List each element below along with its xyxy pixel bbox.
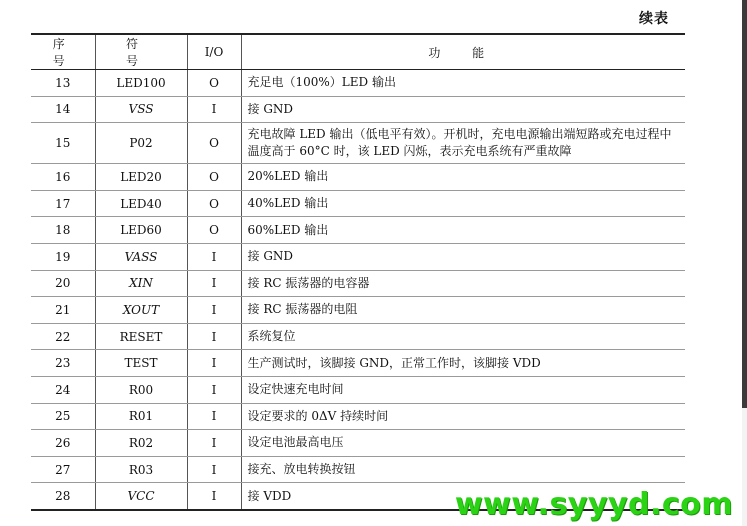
table-row (31, 297, 685, 324)
pin-number: 17 (31, 190, 95, 217)
pin-io: O (187, 164, 241, 191)
header-io: I/O (187, 34, 241, 70)
pin-symbol: VSS (95, 96, 187, 123)
pin-io: I (187, 350, 241, 377)
table-row (31, 123, 685, 164)
pin-symbol: VCC (95, 483, 187, 510)
table-row (31, 96, 685, 123)
pin-function: 生产测试时，该脚接 GND，正常工作时，该脚接 VDD (241, 350, 685, 377)
scan-edge-light (742, 408, 747, 526)
pin-function: 充足电（100%）LED 输出 (241, 70, 685, 97)
pin-symbol: LED60 (95, 217, 187, 244)
pin-io: I (187, 297, 241, 324)
pin-number: 22 (31, 323, 95, 350)
pin-symbol: R00 (95, 376, 187, 403)
pin-function: 20%LED 输出 (241, 164, 685, 191)
pin-number: 14 (31, 96, 95, 123)
pin-io: I (187, 456, 241, 483)
table-row (31, 430, 685, 457)
table-row (31, 217, 685, 244)
table-row (31, 243, 685, 270)
table-row (31, 376, 685, 403)
pin-symbol: R03 (95, 456, 187, 483)
pin-io: I (187, 96, 241, 123)
pin-symbol: P02 (95, 123, 187, 164)
pin-io: I (187, 376, 241, 403)
pin-io: O (187, 123, 241, 164)
pin-function: 系统复位 (241, 323, 685, 350)
pin-function: 接 RC 振荡器的电阻 (241, 297, 685, 324)
pin-number: 18 (31, 217, 95, 244)
pin-symbol: RESET (95, 323, 187, 350)
pin-io: I (187, 403, 241, 430)
pin-function: 接 RC 振荡器的电容器 (241, 270, 685, 297)
table-row (31, 164, 685, 191)
pin-io: O (187, 217, 241, 244)
pin-symbol: XOUT (95, 297, 187, 324)
pin-function: 充电故障 LED 输出（低电平有效）。开机时，充电电源输出端短路或充电过程中温度高于 60°C 时，该 LED 闪烁，表示充电系统有严重故障 (241, 123, 685, 164)
pin-function: 设定要求的 0ΔV 持续时间 (241, 403, 685, 430)
pin-number: 19 (31, 243, 95, 270)
pin-function: 接 GND (241, 243, 685, 270)
pin-symbol: TEST (95, 350, 187, 377)
pin-symbol: R01 (95, 403, 187, 430)
pin-function: 设定快速充电时间 (241, 376, 685, 403)
pin-symbol: LED20 (95, 164, 187, 191)
pin-io: I (187, 243, 241, 270)
pin-number: 20 (31, 270, 95, 297)
table-row (31, 323, 685, 350)
pin-number: 28 (31, 483, 95, 510)
pin-function: 接充、放电转换按钮 (241, 456, 685, 483)
pin-io: O (187, 70, 241, 97)
pin-number: 23 (31, 350, 95, 377)
header-number: 序 号 (31, 34, 95, 70)
pin-number: 21 (31, 297, 95, 324)
pin-function: 60%LED 输出 (241, 217, 685, 244)
pin-symbol: R02 (95, 430, 187, 457)
pin-number: 25 (31, 403, 95, 430)
table-row (31, 403, 685, 430)
table-header-row (31, 34, 685, 70)
pin-number: 24 (31, 376, 95, 403)
table-row (31, 70, 685, 97)
pin-number: 13 (31, 70, 95, 97)
pin-number: 27 (31, 456, 95, 483)
pin-io: O (187, 190, 241, 217)
pin-number: 16 (31, 164, 95, 191)
header-function: 功 能 (241, 34, 685, 70)
pin-number: 15 (31, 123, 95, 164)
pin-function: 接 VDD (241, 483, 685, 510)
table-row (31, 456, 685, 483)
header-symbol: 符 号 (95, 34, 187, 70)
pin-symbol: XIN (95, 270, 187, 297)
pin-function: 设定电池最高电压 (241, 430, 685, 457)
pin-number: 26 (31, 430, 95, 457)
site-watermark: www.syyyd.com (454, 487, 733, 522)
pin-function-table (31, 33, 685, 511)
pin-io: I (187, 323, 241, 350)
pin-symbol: VASS (95, 243, 187, 270)
pin-io: I (187, 430, 241, 457)
pin-symbol: LED40 (95, 190, 187, 217)
continued-label: 续表 (639, 11, 669, 27)
scan-edge-shadow (742, 0, 747, 408)
pin-io: I (187, 483, 241, 510)
table-row (31, 350, 685, 377)
pin-io: I (187, 270, 241, 297)
table-row (31, 190, 685, 217)
pin-symbol: LED100 (95, 70, 187, 97)
pin-function: 40%LED 输出 (241, 190, 685, 217)
table-row (31, 270, 685, 297)
pin-function: 接 GND (241, 96, 685, 123)
